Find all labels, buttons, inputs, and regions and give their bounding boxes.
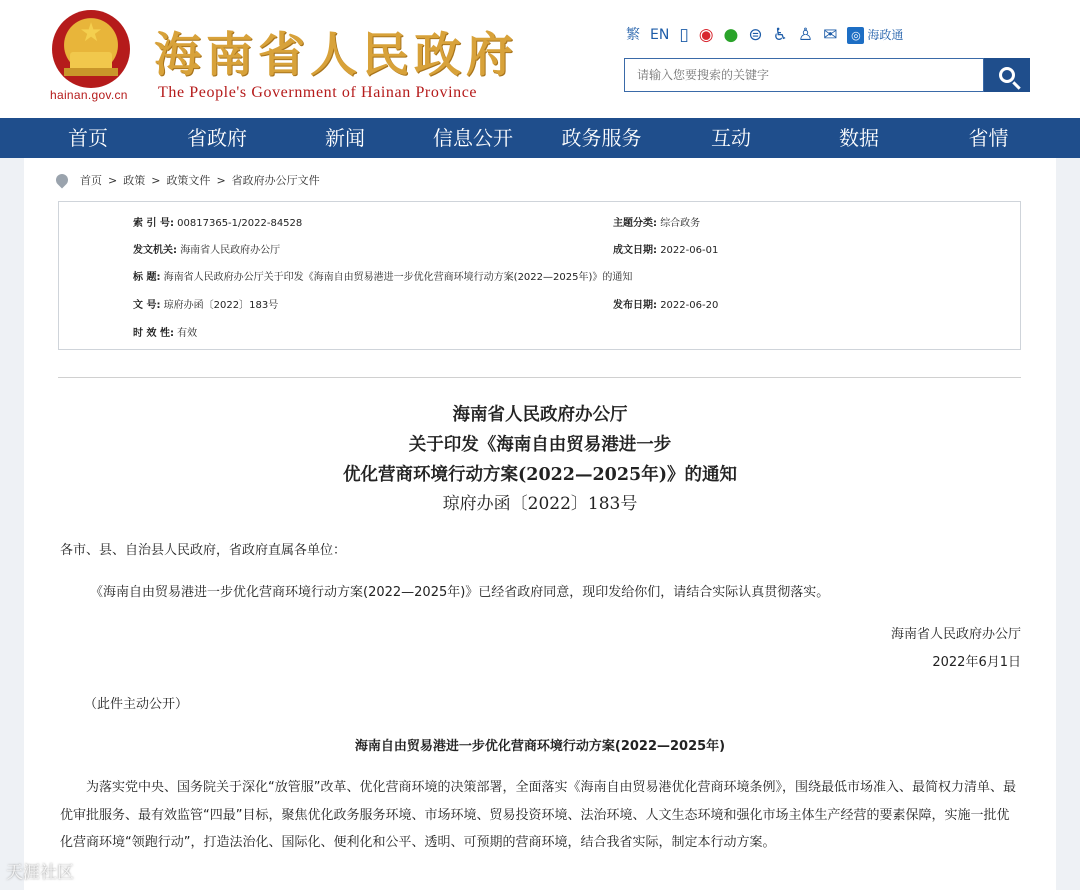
plan-title: 海南自由贸易港进一步优化营商环境行动方案(2022—2025年) xyxy=(354,739,726,754)
document-title-line-1: 海南省人民政府办公厅 xyxy=(452,405,628,425)
document-metadata-box xyxy=(58,201,1021,350)
meta-docno xyxy=(133,296,278,311)
site-header xyxy=(0,0,1080,118)
search-input[interactable] xyxy=(624,58,984,92)
breadcrumb-policy[interactable]: 政策 xyxy=(123,174,146,187)
section-divider xyxy=(58,377,1021,378)
user-icon[interactable]: ♙ xyxy=(797,25,814,45)
main-content xyxy=(24,158,1056,890)
meta-title xyxy=(133,268,632,283)
breadcrumb xyxy=(56,172,320,188)
document-title-line-3: 优化营商环境行动方案(2022—2025年)》的通知 xyxy=(343,465,737,485)
search-icon xyxy=(999,67,1015,83)
meta-topic-value: 综合政务 xyxy=(660,218,701,229)
nav-interaction[interactable]: 互动 xyxy=(711,126,751,150)
meta-published-label: 发布日期: xyxy=(613,300,657,311)
nav-news[interactable]: 新闻 xyxy=(325,126,365,150)
meta-issuer xyxy=(133,241,280,256)
meta-validity-label: 时 效 性: xyxy=(133,328,174,339)
wechat-icon[interactable]: ● xyxy=(723,25,739,45)
breadcrumb-policy-documents[interactable]: 政策文件 xyxy=(166,174,211,187)
breadcrumb-home[interactable]: 首页 xyxy=(80,174,102,187)
english-link[interactable]: EN xyxy=(650,27,670,43)
location-pin-icon xyxy=(54,172,71,189)
site-title[interactable]: 海南省人民政府 xyxy=(154,28,518,83)
plan-paragraph: 为落实党中央、国务院关于深化“放管服”改革、优化营商环境的决策部署，全面落实《海南自由贸易港优化营商环境条例》，围绕最低市场准入、最简权力清单、最优审批服务、最有效监管“四最”目标，聚焦优化政务服务环境、市场环境、贸易投资环境、法治环境、人文生态环境和强化市场主体生产经营的要素保障，实施一批优化营商环境“领跑行动”，打造法治化、国际化、便利化和公平、透明、可预期的营商环境，结合我省实际，制定本行动方案。 xyxy=(60,780,1016,850)
breadcrumb-separator: > xyxy=(216,173,226,187)
meta-title-label: 标 题: xyxy=(133,272,161,283)
robot-icon[interactable]: ⊜ xyxy=(748,25,763,45)
app-label: 海政通 xyxy=(867,28,904,42)
meta-topic xyxy=(613,214,700,229)
hai-zheng-tong-link[interactable] xyxy=(847,24,903,46)
meta-created-value: 2022-06-01 xyxy=(660,245,719,256)
accessibility-icon[interactable]: ♿ xyxy=(772,25,788,45)
nav-data[interactable]: 数据 xyxy=(839,126,879,150)
signature-date: 2022年6月1日 xyxy=(932,655,1021,670)
meta-issuer-value: 海南省人民政府办公厅 xyxy=(180,245,281,256)
meta-published-value: 2022-06-20 xyxy=(660,300,719,311)
watermark: 天涯社区 xyxy=(6,863,74,883)
mail-icon[interactable]: ✉ xyxy=(823,25,838,45)
site-domain: hainan.gov.cn xyxy=(50,88,128,102)
meta-index xyxy=(133,214,302,229)
breadcrumb-office-documents[interactable]: 省政府办公厅文件 xyxy=(231,174,320,187)
meta-index-label: 索 引 号: xyxy=(133,218,174,229)
breadcrumb-separator: > xyxy=(108,173,118,187)
star-icon: ★ xyxy=(79,18,103,48)
search-button[interactable] xyxy=(984,58,1030,92)
meta-docno-value: 琼府办函〔2022〕183号 xyxy=(163,300,279,311)
meta-topic-label: 主题分类: xyxy=(613,218,657,229)
meta-created-label: 成文日期: xyxy=(613,245,657,256)
meta-validity xyxy=(133,324,197,339)
nav-information-disclosure[interactable]: 信息公开 xyxy=(433,126,513,150)
traditional-chinese-link[interactable]: 繁 xyxy=(626,27,640,43)
nav-government-services[interactable]: 政务服务 xyxy=(561,126,642,150)
breadcrumb-separator: > xyxy=(151,173,161,187)
meta-issuer-label: 发文机关: xyxy=(133,245,177,256)
nav-province-profile[interactable]: 省情 xyxy=(968,126,1009,150)
document-title-line-2: 关于印发《海南自由贸易港进一步 xyxy=(408,435,672,455)
meta-validity-value: 有效 xyxy=(177,328,198,339)
document-number: 琼府办函〔2022〕183号 xyxy=(442,494,638,514)
site-subtitle: The People's Government of Hainan Province xyxy=(158,84,478,101)
main-nav xyxy=(0,118,1080,158)
nav-provincial-government[interactable]: 省政府 xyxy=(187,126,247,150)
national-emblem-logo[interactable] xyxy=(52,10,130,88)
notice-paragraph: 《海南自由贸易港进一步优化营商环境行动方案(2022—2025年)》已经省政府同意，现印发给你们，请结合实际认真贯彻落实。 xyxy=(90,585,830,600)
public-note: （此件主动公开） xyxy=(84,697,189,712)
header-toolbar xyxy=(626,24,903,46)
weibo-icon[interactable]: ◉ xyxy=(698,25,714,45)
meta-docno-label: 文 号: xyxy=(133,300,161,311)
salutation: 各市、县、自治县人民政府，省政府直属各单位： xyxy=(60,543,347,558)
app-logo-icon: ◎ xyxy=(847,27,864,44)
nav-home[interactable]: 首页 xyxy=(68,126,108,150)
meta-index-value: 00817365-1/2022-84528 xyxy=(177,218,303,229)
meta-published xyxy=(613,296,718,311)
emblem-base xyxy=(64,68,118,76)
meta-created xyxy=(613,241,718,256)
gate-shape xyxy=(70,52,112,68)
signature: 海南省人民政府办公厅 xyxy=(890,627,1021,642)
meta-title-value: 海南省人民政府办公厅关于印发《海南自由贸易港进一步优化营商环境行动方案(2022—2025年)》的通知 xyxy=(163,272,633,283)
mobile-icon[interactable]: ▯ xyxy=(679,25,689,45)
